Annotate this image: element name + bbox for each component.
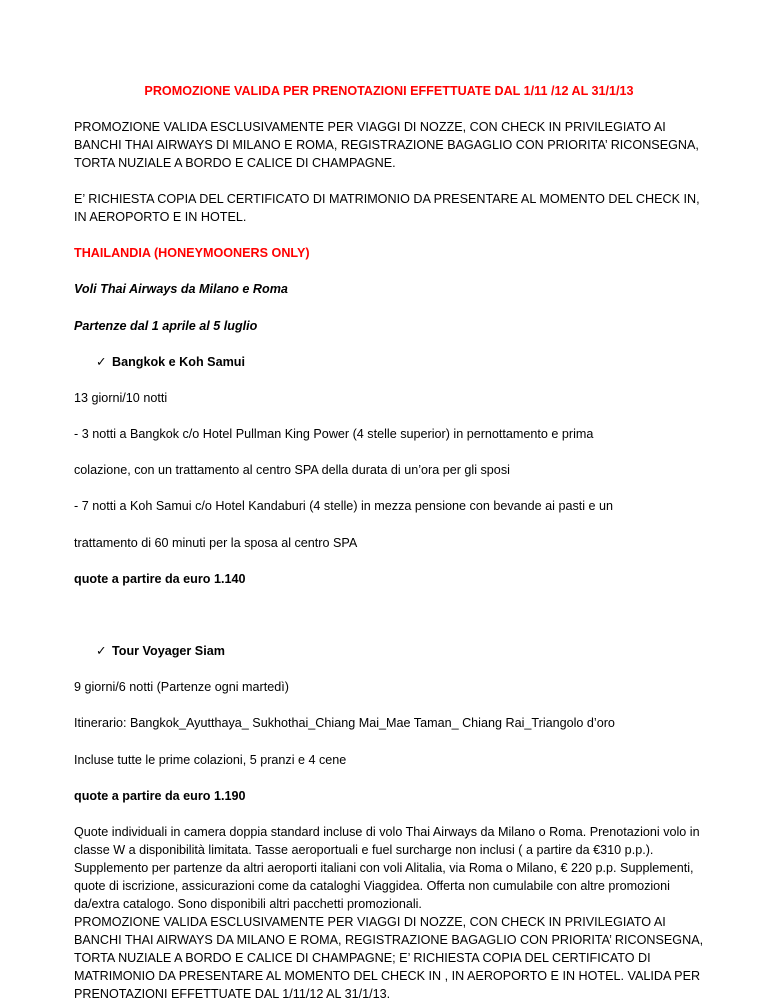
package1-duration: 13 giorni/10 notti xyxy=(74,391,168,405)
package-name: Bangkok e Koh Samui xyxy=(112,355,245,369)
recap-paragraph: PROMOZIONE VALIDA ESCLUSIVAMENTE PER VIAGGI DI NOZZE, CON CHECK IN PRIVILEGIATO AI BANCHI THAI AIRWAYS DA MILANO E ROMA, REGISTRAZIONE BAGAGLIO CON PRIORITA’ RICONSEGNA, TORTA NUZIALE A BORDO E CALICE DI CHAMPAGNE; E’ RICHIESTA COPIA DEL CERTIFICATO DI MATRIMONIO DA PRESENTARE AL MOMENTO DEL CHECK IN , IN AEROPORTO E IN HOTEL. VALIDA PER PRENOTAZIONI EFFETTUATE DAL 1/11/12 AL 31/1/13. xyxy=(74,915,704,1001)
package-tour-voyager-siam xyxy=(96,642,225,660)
destination-heading: THAILANDIA (HONEYMOONERS ONLY) xyxy=(74,246,310,260)
package-bangkok-koh-samui xyxy=(96,353,245,371)
package2-itinerary: Itinerario: Bangkok_Ayutthaya_ Sukhothai_Chiang Mai_Mae Taman_ Chiang Rai_Triangolo d’oro xyxy=(74,716,615,730)
package1-detail-line: colazione, con un trattamento al centro SPA della durata di un’ora per gli sposi xyxy=(74,463,510,477)
intro-paragraph: PROMOZIONE VALIDA ESCLUSIVAMENTE PER VIAGGI DI NOZZE, CON CHECK IN PRIVILEGIATO AI BANCHI THAI AIRWAYS DI MILANO E ROMA, REGISTRAZIONE BAGAGLIO CON PRIORITA’ RICONSEGNA, TORTA NUZIALE A BORDO E CALICE DI CHAMPAGNE. xyxy=(74,120,699,170)
promo-title: PROMOZIONE VALIDA PER PRENOTAZIONI EFFETTUATE DAL 1/11 /12 AL 31/1/13 xyxy=(144,84,634,98)
check-icon: ✓ xyxy=(96,355,107,369)
package2-duration: 9 giorni/6 notti (Partenze ogni martedì) xyxy=(74,680,289,694)
package1-price: quote a partire da euro 1.140 xyxy=(74,572,246,586)
package2-price: quote a partire da euro 1.190 xyxy=(74,789,246,803)
departures-line: Partenze dal 1 aprile al 5 luglio xyxy=(74,319,258,333)
terms-paragraph: Quote individuali in camera doppia standard incluse di volo Thai Airways da Milano o Roma. Prenotazioni volo in classe W a disponibilità limitata. Tasse aeroportuali e fuel surcharge non inclusi ( a partire da €310 p.p.). Supplemento per partenze da altri aeroporti italiani con voli Alitalia, via Roma o Milano, € 220 p.p. Supplementi, quote di iscrizione, assicurazioni come da cataloghi Viaggidea. Offerta non cumulabile con altre promozioni da/extra catalogo. Sono disponibili altri pacchetti promozionali. xyxy=(74,825,700,911)
check-icon: ✓ xyxy=(96,644,107,658)
package1-detail-line: - 3 notti a Bangkok c/o Hotel Pullman King Power (4 stelle superior) in pernottamento e prima xyxy=(74,427,594,441)
package1-detail-line: - 7 notti a Koh Samui c/o Hotel Kandaburi (4 stelle) in mezza pensione con bevande ai pasti e un xyxy=(74,499,614,513)
package-name: Tour Voyager Siam xyxy=(112,644,225,658)
package1-detail-line: trattamento di 60 minuti per la sposa al centro SPA xyxy=(74,536,358,550)
certificate-note: E’ RICHIESTA COPIA DEL CERTIFICATO DI MATRIMONIO DA PRESENTARE AL MOMENTO DEL CHECK IN, IN AEROPORTO E IN HOTEL. xyxy=(74,192,700,224)
package2-meals: Incluse tutte le prime colazioni, 5 pranzi e 4 cene xyxy=(74,753,347,767)
flights-line: Voli Thai Airways da Milano e Roma xyxy=(74,282,288,296)
